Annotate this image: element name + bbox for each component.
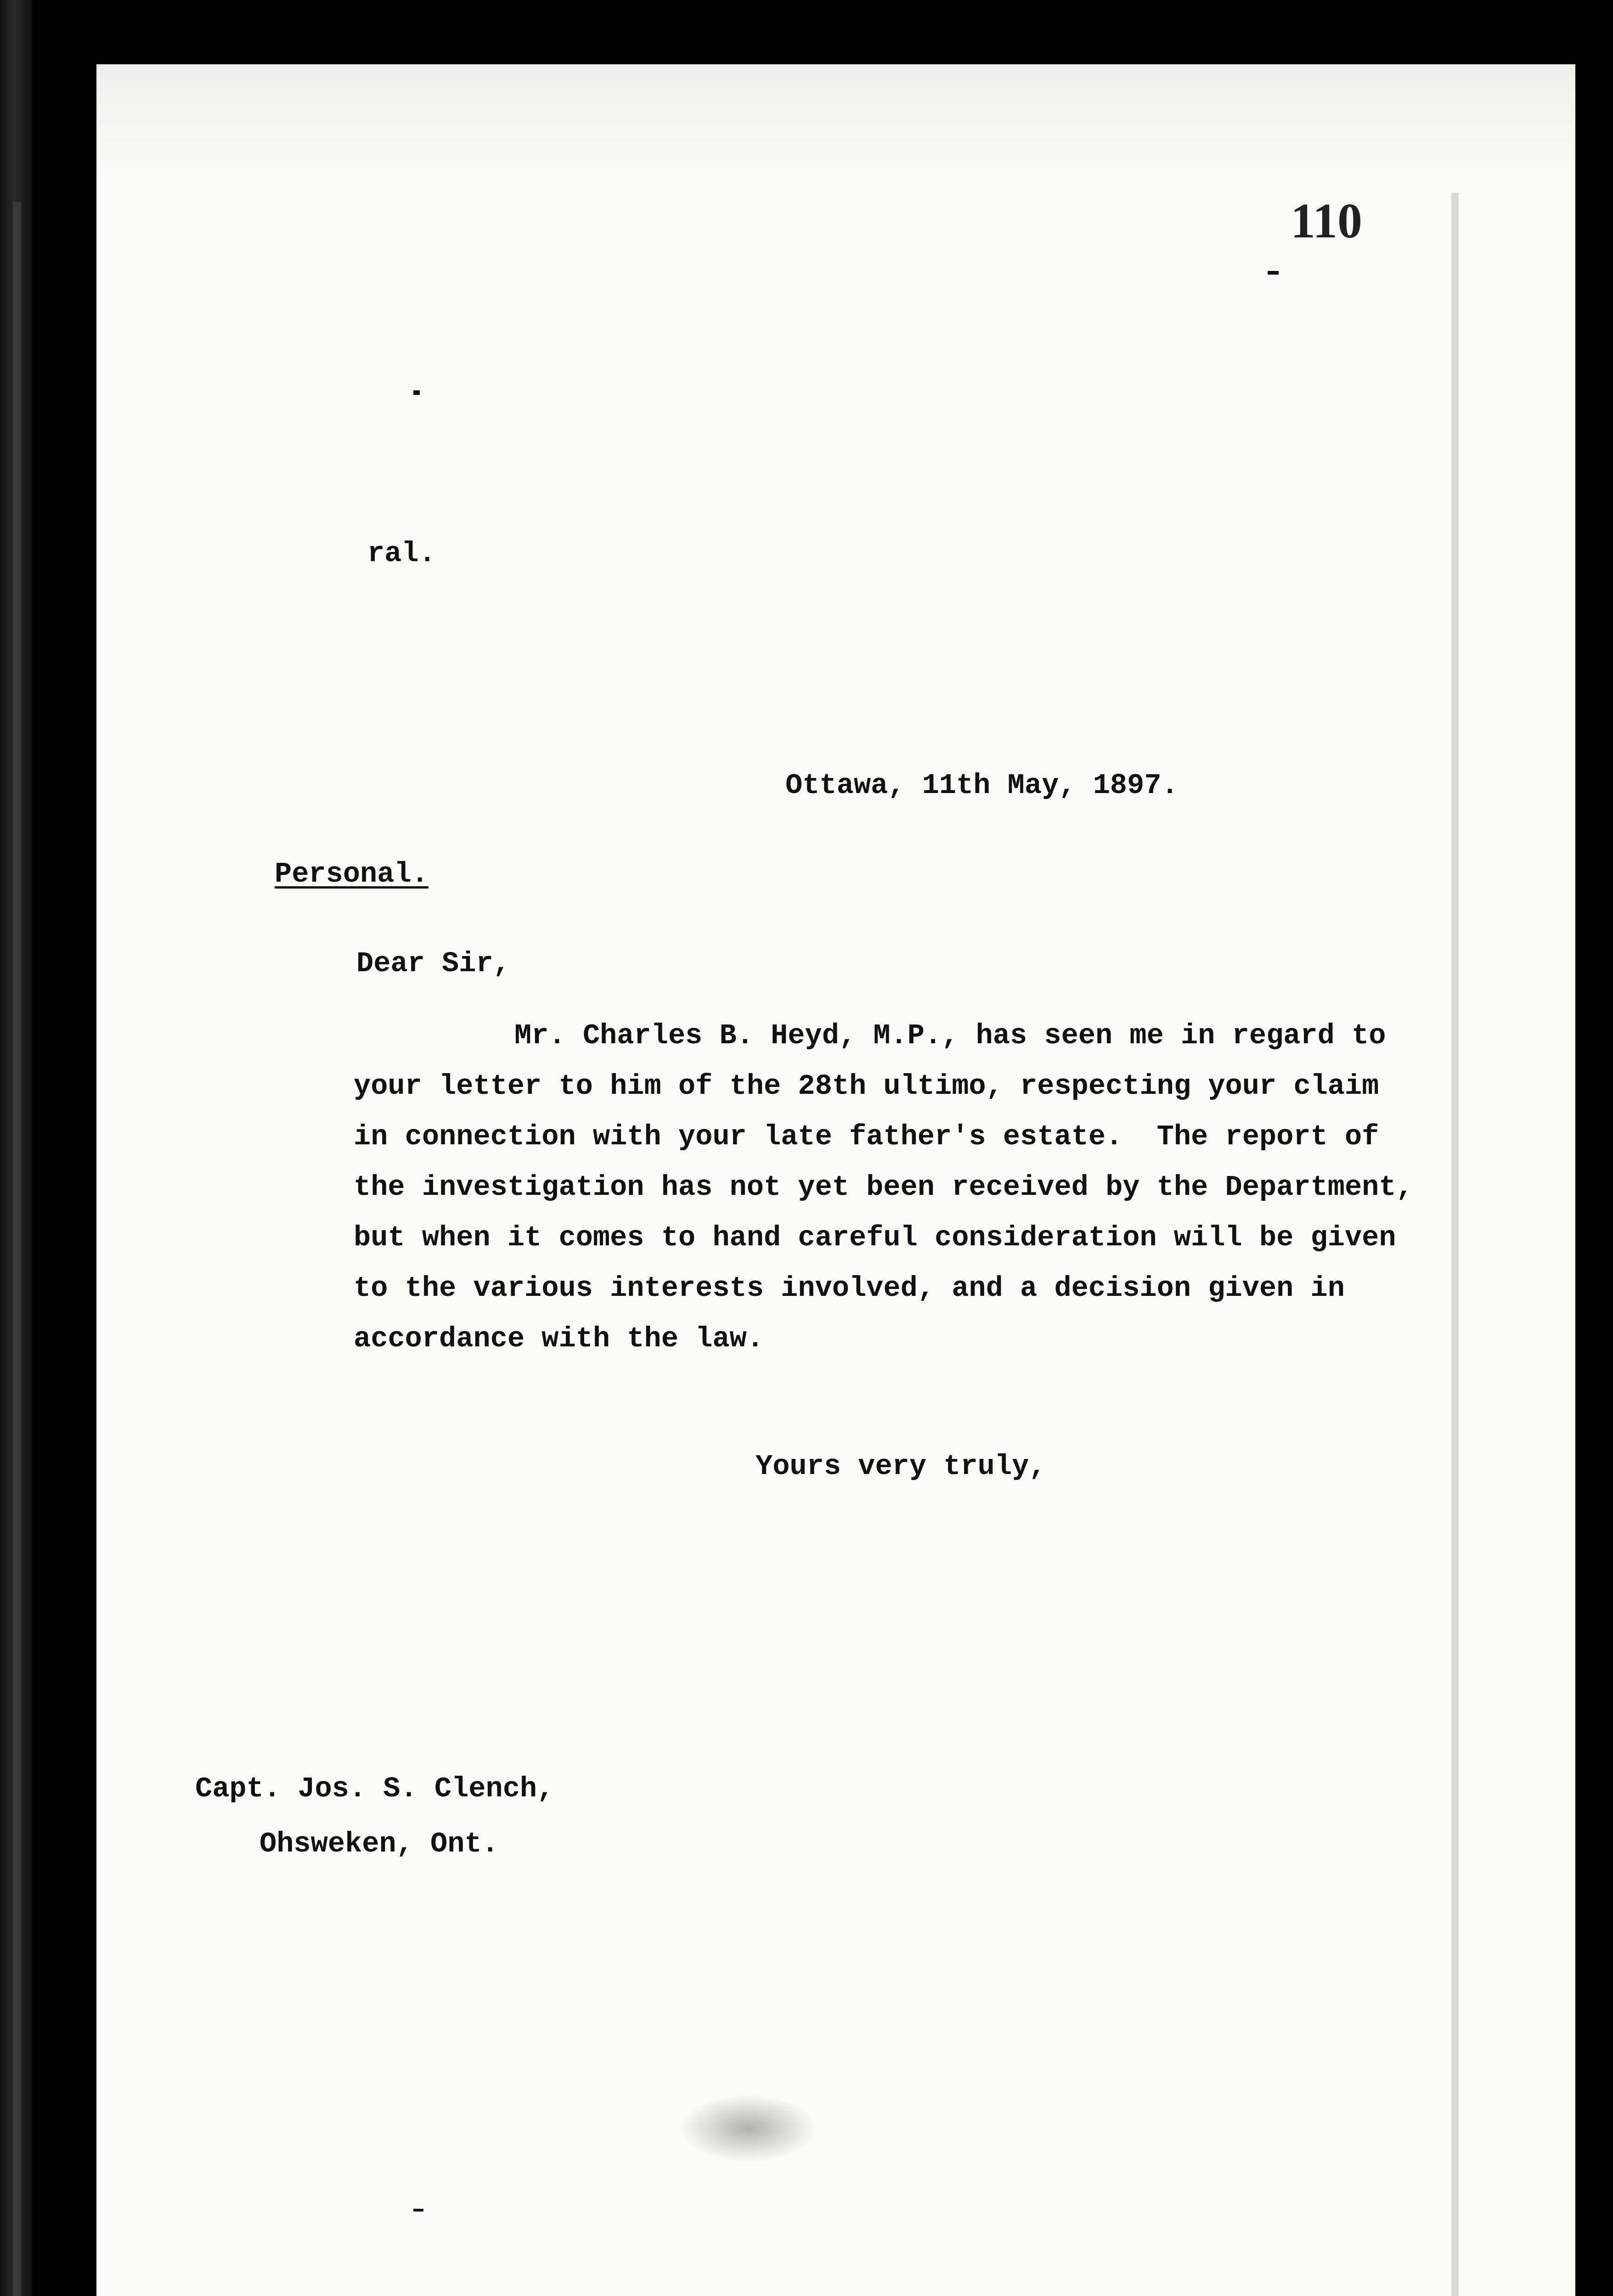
speck-mark xyxy=(413,2209,423,2212)
file-reference: ral. xyxy=(367,537,436,570)
page-fold-right xyxy=(1451,193,1459,2296)
date-line: Ottawa, 11th May, 1897. xyxy=(785,769,1179,802)
speck-mark xyxy=(413,390,420,395)
body-line: Mr. Charles B. Heyd, M.P., has seen me in regard to xyxy=(514,1019,1386,1052)
speck-mark xyxy=(1268,271,1279,275)
addressee-name: Capt. Jos. S. Clench, xyxy=(195,1773,554,1805)
ink-smudge xyxy=(680,2094,818,2163)
body-line: in connection with your late father's estate. The report of xyxy=(354,1120,1379,1153)
closing: Yours very truly, xyxy=(756,1450,1046,1483)
body-line: your letter to him of the 28th ultimo, respecting your claim xyxy=(354,1070,1379,1103)
salutation: Dear Sir, xyxy=(356,947,510,980)
body-line: but when it comes to hand careful consideration will be given xyxy=(354,1221,1396,1254)
body-line: the investigation has not yet been received by the Department, xyxy=(354,1171,1413,1204)
body-line: to the various interests involved, and a decision given in xyxy=(354,1272,1345,1305)
page-shading xyxy=(96,64,1575,184)
body-line: accordance with the law. xyxy=(354,1322,764,1355)
personal-marking: Personal. xyxy=(275,858,429,890)
addressee-place: Ohsweken, Ont. xyxy=(259,1828,499,1860)
film-edge-strip xyxy=(13,202,21,2296)
page-number: 110 xyxy=(1291,194,1363,248)
